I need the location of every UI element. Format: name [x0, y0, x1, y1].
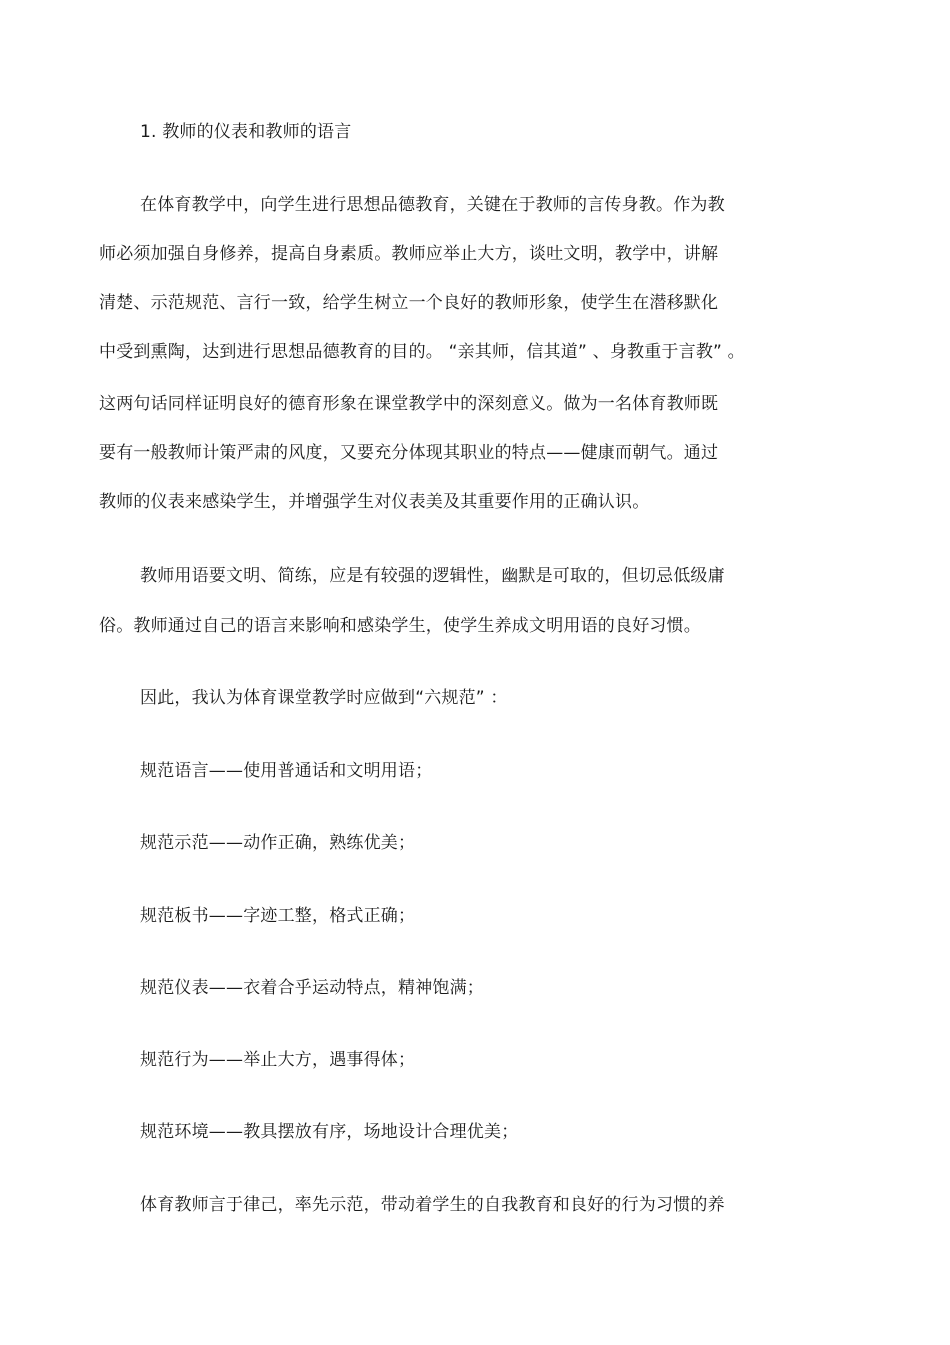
paragraph-2-line-2: 俗。教师通过自己的语言来影响和感染学生，使学生养成文明用语的良好习惯。	[99, 616, 701, 636]
section-heading: 1. 教师的仪表和教师的语言	[140, 122, 352, 142]
norm-item: 规范板书——字迹工整，格式正确；	[140, 906, 416, 926]
paragraph-1-line-3: 清楚、示范规范、言行一致，给学生树立一个良好的教师形象，使学生在潜移默化	[99, 293, 719, 313]
norm-item: 规范行为——举止大方，遇事得体；	[140, 1050, 416, 1070]
paragraph-1-line-1: 在体育教学中，向学生进行思想品德教育，关键在于教师的言传身教。作为教	[140, 195, 725, 215]
paragraph-2-line-1: 教师用语要文明、简练，应是有较强的逻辑性，幽默是可取的，但切忌低级庸	[140, 566, 725, 586]
paragraph-1-line-4: 中受到熏陶，达到进行思想品德教育的目的。 “亲其师，信其道” 、身教重于言教” 。	[99, 342, 745, 362]
paragraph-1-line-6: 要有一般教师计策严肃的风度，又要充分体现其职业的特点——健康而朝气。通过	[99, 443, 719, 463]
paragraph-1-line-2: 师必须加强自身修养，提高自身素质。教师应举止大方，谈吐文明，教学中，讲解	[99, 244, 719, 264]
norms-intro: 因此，我认为体育课堂教学时应做到“六规范” ：	[140, 688, 508, 708]
norm-item: 规范示范——动作正确，熟练优美；	[140, 833, 416, 853]
norm-item: 规范仪表——衣着合乎运动特点，精神饱满；	[140, 978, 484, 998]
norm-item: 规范环境——教具摆放有序，场地设计合理优美；	[140, 1122, 519, 1142]
closing-line: 体育教师言于律己，率先示范，带动着学生的自我教育和良好的行为习惯的养	[140, 1195, 725, 1215]
paragraph-1-line-7: 教师的仪表来感染学生，并增强学生对仪表美及其重要作用的正确认识。	[99, 492, 650, 512]
norm-item: 规范语言——使用普通话和文明用语；	[140, 761, 433, 781]
paragraph-1-line-5: 这两句话同样证明良好的德育形象在课堂教学中的深刻意义。做为一名体育教师既	[99, 394, 719, 414]
